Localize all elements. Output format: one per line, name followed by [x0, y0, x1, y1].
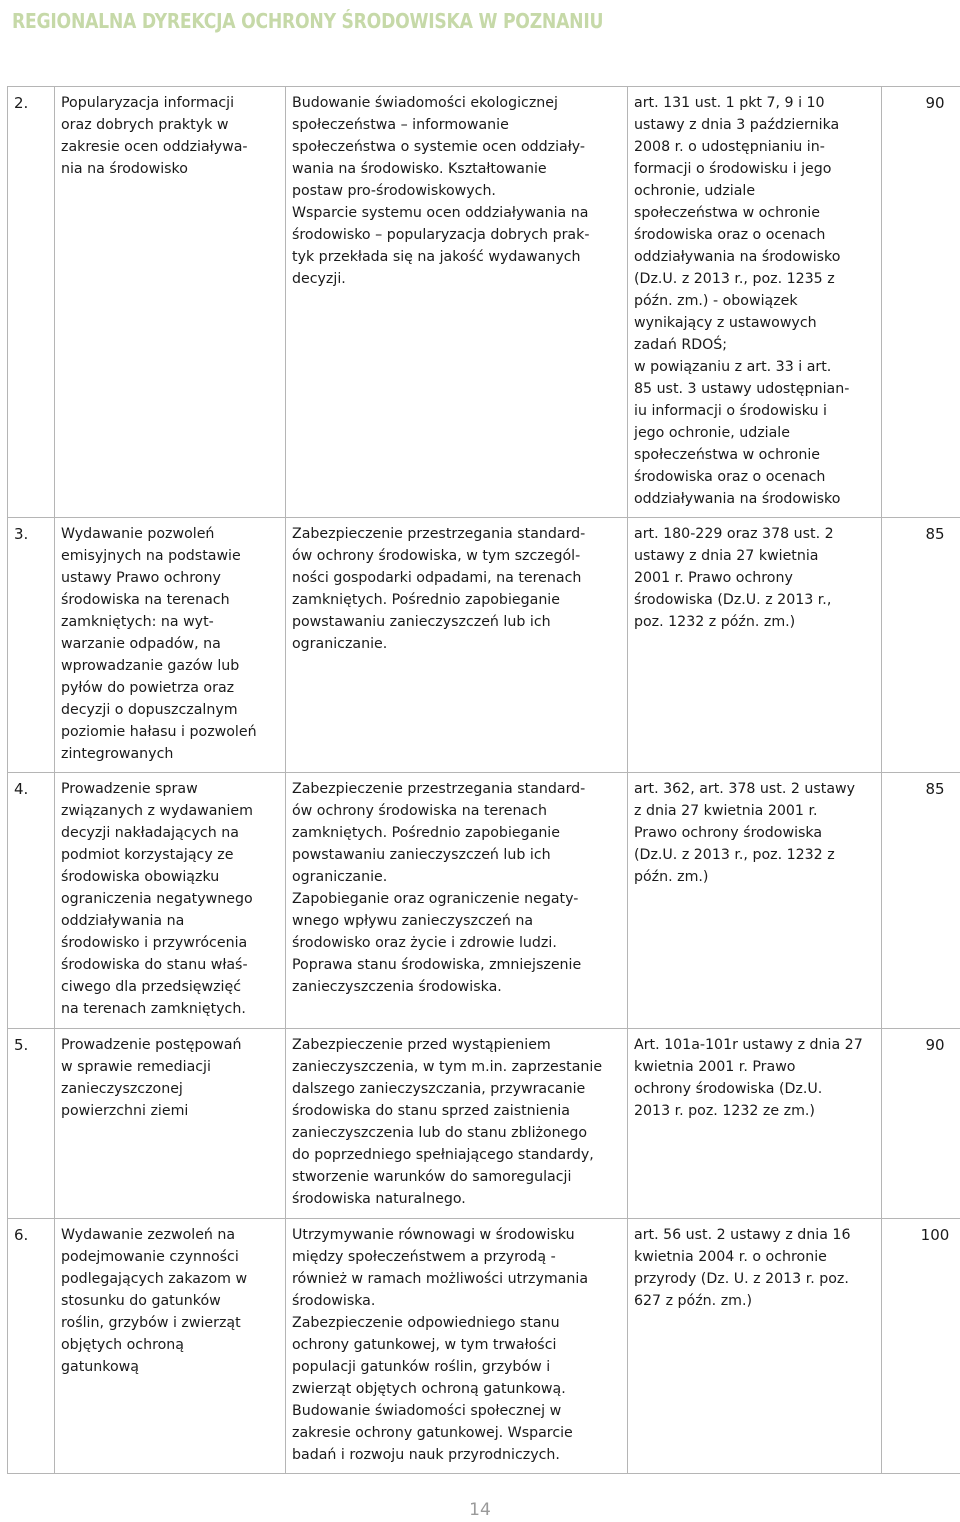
percent-cell — [882, 518, 960, 773]
row-number — [8, 87, 55, 518]
percent-cell-text: 90 — [925, 94, 945, 112]
goal-cell-text: Budowanie świadomości ekologicznej społeczeństwa – informowanie społeczeństwa o systemie ocen oddziały- wania na środowisko. Kształtowanie postaw pro-środowiskowych. Wsparcie systemu ocen oddziaływania na środowisko – popularyzacja dobrych prak- tyk przekłada się na jakość wydawanych decyzji. — [292, 95, 590, 287]
goal-cell — [286, 518, 628, 773]
row-number-text: 5. — [14, 1036, 29, 1054]
task-cell — [55, 1219, 286, 1474]
row-number — [8, 1029, 55, 1219]
page-header — [6, 4, 604, 38]
row-number-text: 2. — [14, 94, 29, 112]
goal-cell — [286, 1219, 628, 1474]
task-cell-text: Popularyzacja informacji oraz dobrych praktyk w zakresie ocen oddziaływa- nia na środowisko — [61, 95, 248, 177]
task-cell-text: Wydawanie pozwoleń emisyjnych na podstawie ustawy Prawo ochrony środowiska na terenach zamkniętych: na wyt- warzanie odpadów, na wprowadzanie gazów lub pyłów do powietrza oraz decyzji o dopuszczalnym poziomie hałasu i pozwoleń zintegrowanych — [61, 526, 257, 762]
goal-cell — [286, 1029, 628, 1219]
percent-cell-text: 100 — [920, 1226, 950, 1244]
task-cell — [55, 518, 286, 773]
task-cell-text: Wydawanie zezwoleń na podejmowanie czynności podlegających zakazom w stosunku do gatunków roślin, grzybów i zwierząt objętych ochroną gatunkową — [61, 1227, 248, 1375]
goal-cell — [286, 87, 628, 518]
row-number-text: 6. — [14, 1226, 29, 1244]
goal-cell-text: Zabezpieczenie przestrzegania standard- ów ochrony środowiska, w tym szczegól- ności gospodarki odpadami, na terenach zamkniętych. Pośrednio zapobieganie powstawaniu zanieczyszczeń lub ich ograniczanie. — [292, 526, 586, 652]
legal-basis-cell-text: art. 362, art. 378 ust. 2 ustawy z dnia 27 kwietnia 2001 r. Prawo ochrony środowiska (Dz.U. z 2013 r., poz. 1232 z późn. zm.) — [634, 781, 856, 885]
goal-cell-text: Zabezpieczenie przestrzegania standard- ów ochrony środowiska na terenach zamkniętych. Pośrednio zapobieganie powstawaniu zanieczyszczeń lub ich ograniczanie. Zapobieganie oraz ograniczenie negaty- wnego wpływu zanieczyszczeń na środowisko oraz życie i zdrowie ludzi. Poprawa stanu środowiska, zmniejszenie zanieczyszczenia środowiska. — [292, 781, 586, 995]
percent-cell — [882, 773, 960, 1029]
goal-cell-text: Utrzymywanie równowagi w środowisku między społeczeństwem a przyrodą - również w ramach możliwości utrzymania środowiska. Zabezpieczenie odpowiedniego stanu ochrony gatunkowej, w tym trwałości populacji gatunków roślin, grzybów i zwierząt objętych ochroną gatunkową. Budowanie świadomości społecznej w zakresie ochrony gatunkowej. Wsparcie badań i rozwoju nauk przyrodniczych. — [292, 1227, 589, 1463]
row-number-text: 3. — [14, 525, 29, 543]
legal-basis-cell — [628, 1029, 882, 1219]
page-number: 14 — [469, 1500, 491, 1520]
task-cell-text: Prowadzenie spraw związanych z wydawaniem decyzji nakładających na podmiot korzystający ze środowiska obowiązku ograniczenia negatywnego oddziaływania na środowisko i przywrócenia środowiska do stanu właś- ciwego dla przedsięwzięć na terenach zamkniętych. — [61, 781, 253, 1017]
tasks-table — [7, 86, 960, 1474]
legal-basis-cell-text: Art. 101a-101r ustawy z dnia 27 kwietnia 2001 r. Prawo ochrony środowiska (Dz.U. 2013 r. poz. 1232 ze zm.) — [634, 1037, 863, 1119]
table-row — [8, 773, 960, 1029]
percent-cell — [882, 1219, 960, 1474]
table-row — [8, 1219, 960, 1474]
percent-cell — [882, 87, 960, 518]
table-row — [8, 518, 960, 773]
percent-cell — [882, 1029, 960, 1219]
legal-basis-cell — [628, 518, 882, 773]
goal-cell-text: Zabezpieczenie przed wystąpieniem zanieczyszczenia, w tym m.in. zaprzestanie dalszego zanieczyszczania, przywracanie środowiska do stanu sprzed zaistnienia zanieczyszczenia lub do stanu zbliżonego do poprzedniego spełniającego standardy, stworzenie warunków do samoregulacji środowiska naturalnego. — [292, 1037, 603, 1207]
percent-cell-text: 85 — [925, 525, 945, 543]
task-cell — [55, 773, 286, 1029]
table-row — [8, 1029, 960, 1219]
legal-basis-cell-text: art. 56 ust. 2 ustawy z dnia 16 kwietnia 2004 r. o ochronie przyrody (Dz. U. z 2013 r. poz. 627 z późn. zm.) — [634, 1227, 851, 1309]
legal-basis-cell — [628, 1219, 882, 1474]
percent-cell-text: 85 — [925, 780, 945, 798]
legal-basis-cell — [628, 87, 882, 518]
table-row — [8, 87, 960, 518]
goal-cell — [286, 773, 628, 1029]
row-number — [8, 773, 55, 1029]
legal-basis-cell-text: art. 180-229 oraz 378 ust. 2 ustawy z dnia 27 kwietnia 2001 r. Prawo ochrony środowiska (Dz.U. z 2013 r., poz. 1232 z późn. zm.) — [634, 526, 834, 630]
task-cell-text: Prowadzenie postępowań w sprawie remediacji zanieczyszczonej powierzchni ziemi — [61, 1037, 242, 1119]
row-number-text: 4. — [14, 780, 29, 798]
task-cell — [55, 1029, 286, 1219]
institution-title: REGIONALNA DYREKCJA OCHRONY ŚRODOWISKA W POZNANIU — [12, 9, 604, 33]
task-cell — [55, 87, 286, 518]
row-number — [8, 518, 55, 773]
row-number — [8, 1219, 55, 1474]
percent-cell-text: 90 — [925, 1036, 945, 1054]
legal-basis-cell — [628, 773, 882, 1029]
legal-basis-cell-text: art. 131 ust. 1 pkt 7, 9 i 10 ustawy z dnia 3 października 2008 r. o udostępnianiu in- formacji o środowisku i jego ochronie, udziale społeczeństwa w ochronie środowiska oraz o ocenach oddziaływania na środowisko (Dz.U. z 2013 r., poz. 1235 z późn. zm.) - obowiązek wynikający z ustawowych zadań RDOŚ; w powiązaniu z art. 33 i art. 85 ust. 3 ustawy udostępnian- iu informacji o środowisku i jego ochronie, udziale społeczeństwa w ochronie środowiska oraz o ocenach oddziaływania na środowisko — [634, 95, 850, 507]
